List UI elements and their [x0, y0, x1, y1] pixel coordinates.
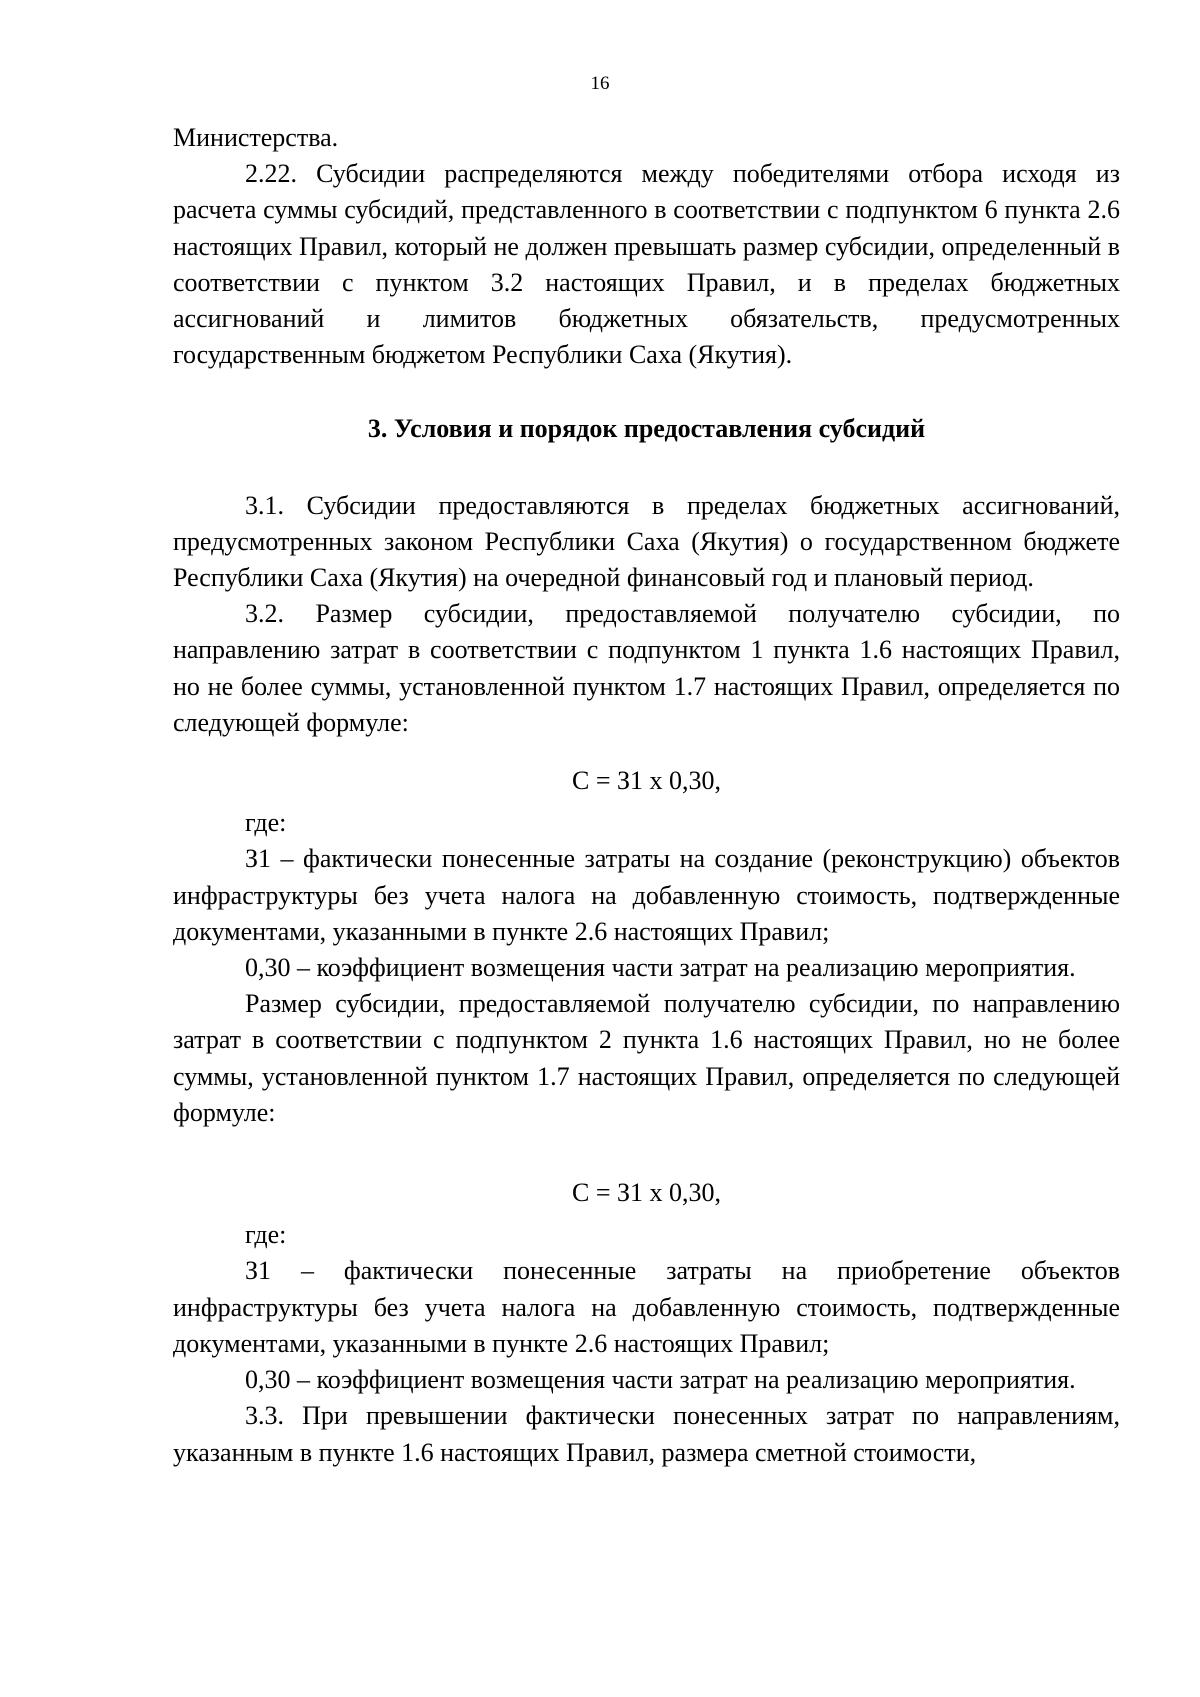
section-heading: 3. Условия и порядок предоставления субсидий: [367, 414, 926, 444]
paragraph-size-direction-2: Размер субсидии, предоставляемой получателю субсидии, по направлению затрат в соответствии с подпунктом 2 пункта 1.6 настоящих Правил, но не более суммы, установленной пунктом 1.7 настоящих Правил, определяется по следующей формуле:: [173, 989, 1120, 1127]
paragraph-3-1: 3.1. Субсидии предоставляются в пределах бюджетных ассигнований, предусмотренных законом Республики Саха (Якутия) о государственном бюджете Республики Саха (Якутия) на очередной финансовый год и плановый период.: [173, 490, 1120, 593]
definition-coefficient-1: 0,30 – коэффициент возмещения части затрат на реализацию мероприятия.: [245, 953, 1076, 983]
page-content: [173, 120, 1120, 1471]
paragraph-2-22: 2.22. Субсидии распределяются между победителями отбора исходя из расчета суммы субсидий, представленного в соответствии с подпунктом 6 пункта 2.6 настоящих Правил, который не должен превышать размер субсидии, определенный в соответствии с пунктом 3.2 настоящих Правил, и в пределах бюджетных ассигнований и лимитов бюджетных обязательств, предусмотренных государственным бюджетом Республики Саха (Якутия).: [173, 159, 1120, 370]
definition-z1-1: З1 – фактически понесенные затраты на создание (реконструкцию) объектов инфраструктуры без учета налога на добавленную стоимость, подтвержденные документами, указанными в пункте 2.6 настоящих Правил;: [173, 844, 1120, 946]
paragraph-3-2: 3.2. Размер субсидии, предоставляемой получателю субсидии, по направлению затрат в соответствии с подпунктом 1 пункта 1.6 настоящих Правил, но не более суммы, установленной пунктом 1.7 настоящих Правил, определяется по следующей формуле:: [173, 599, 1120, 737]
definition-coefficient-2: 0,30 – коэффициент возмещения части затрат на реализацию мероприятия.: [245, 1365, 1076, 1395]
formula-2: С = З1 х 0,30,: [571, 1178, 722, 1208]
where-label-2: где:: [245, 1220, 287, 1250]
spacer: [173, 1131, 1120, 1153]
definition-z1-2: З1 – фактически понесенные затраты на приобретение объектов инфраструктуры без учета налога на добавленную стоимость, подтвержденные документами, указанными в пункте 2.6 настоящих Правил;: [173, 1256, 1120, 1358]
paragraph-continuation: Министерства.: [173, 123, 339, 152]
paragraph-3-3: 3.3. При превышении фактически понесенных затрат по направлениям, указанным в пункте 1.6 настоящих Правил, размера сметной стоимости,: [173, 1401, 1120, 1467]
where-label-1: где:: [245, 808, 287, 838]
formula-1: С = З1 х 0,30,: [571, 766, 722, 796]
page-number: 16: [590, 73, 610, 94]
